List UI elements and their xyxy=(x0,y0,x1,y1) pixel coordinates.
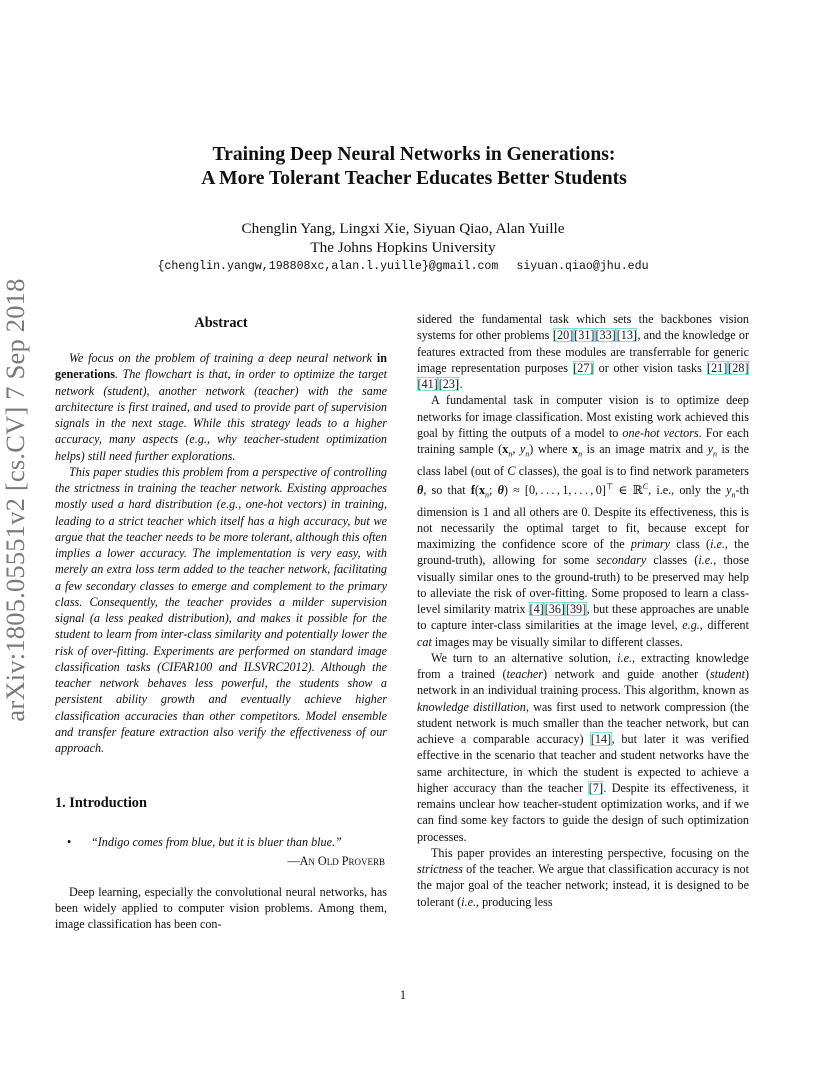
text: . xyxy=(459,377,463,391)
citation-link[interactable]: [27] xyxy=(573,360,594,375)
intro-body-left xyxy=(55,884,387,933)
emphasis: one-hot vectors xyxy=(622,425,699,440)
abstract-paragraph-1 xyxy=(55,350,387,464)
right-paragraph-0 xyxy=(417,311,749,392)
text: classes), the goal is to find network parameters xyxy=(515,463,749,478)
text: ) where xyxy=(529,442,568,456)
emails xyxy=(0,260,806,273)
text: , those visually similar ones to the ground-truth) to be preserved may help to alleviate the risk of over-fitting. Some proposed to learn a class-level similarity matrix xyxy=(417,553,750,617)
right-paragraph-3 xyxy=(417,845,749,910)
arxiv-identifier: arXiv:1805.05551v2 [cs.CV] 7 Sep 2018 xyxy=(0,278,30,722)
citation-link[interactable]: [28] xyxy=(728,360,749,375)
emphasis: cat xyxy=(417,634,432,649)
citation-link[interactable]: [21] xyxy=(707,360,728,375)
emphasis: i.e. xyxy=(461,894,477,909)
text: , but these approaches are unable to capture inter-class similarities at the image level, xyxy=(417,602,749,633)
text: ) network in an individual training process. This algorithm, known as xyxy=(417,667,750,698)
emphasis: primary xyxy=(630,537,671,552)
text: , was first used to network compression (the student network is much smaller than the teacher network, but can achieve a comparable accuracy) xyxy=(417,699,749,747)
math-xn: x xyxy=(502,442,509,456)
text: -th dimension is 1 and all others are 0. Despite its effectiveness, this is not necessarily the optimal target to fit, because except for maximizing the confidence score of the xyxy=(417,482,749,552)
math-yn-2: $y_n$ xyxy=(707,442,718,459)
title-line-1: Training Deep Neural Networks in Generations: xyxy=(212,144,616,165)
citation-link[interactable]: [7] xyxy=(588,780,603,795)
affiliation: The Johns Hopkins University xyxy=(310,239,496,256)
intro-paragraph-1: Deep learning, especially the convolutional neural networks, has been widely applied to computer vision problems. Among them, image classification has been con- xyxy=(55,884,387,931)
citation-link[interactable]: [33] xyxy=(595,328,616,343)
abstract-bold-term: in generations xyxy=(55,351,387,382)
citation-link[interactable]: [20] xyxy=(553,328,574,343)
citation-link[interactable]: [31] xyxy=(574,328,595,343)
text: . For each training sample ( xyxy=(417,425,749,456)
citation-link[interactable]: [41] xyxy=(417,377,438,391)
text: A fundamental task in computer vision is to optimize deep networks for image classification. Most existing work achieved this goal by fitting the outputs of a model to xyxy=(417,393,749,440)
math-theta: θ xyxy=(417,482,424,497)
attribution-text: —An Old Proverb xyxy=(287,854,385,869)
math-yn: $y_n$ xyxy=(519,442,530,459)
abstract-heading: Abstract xyxy=(194,315,248,331)
citation-link[interactable]: [36] xyxy=(544,602,565,617)
text: of the teacher. We argue that classification accuracy is not the major goal of the teacher network; instead, it is designed to be tolerant ( xyxy=(417,862,749,909)
text: , extracting knowledge from a trained ( xyxy=(417,650,749,682)
text: , but later it was verified effective in the scenario that teacher and student networks have the same architecture, in which the student is expected to achieve a higher accuracy than the teacher xyxy=(417,732,749,795)
emphasis: teacher xyxy=(506,667,544,682)
math-sub-n: n xyxy=(508,449,513,459)
text: ) network and guide another ( xyxy=(543,667,710,682)
math-sub-n: n xyxy=(578,449,583,459)
math-yn-3: $y_n$ xyxy=(726,482,736,500)
text: , and the knowledge or features extracted from these modules are transferrable for generic image representation purposes xyxy=(417,328,750,375)
text: , the ground-truth), allowing for some xyxy=(417,537,749,568)
text: or other vision tasks xyxy=(593,360,707,375)
section-heading-introduction: 1. Introduction xyxy=(55,795,147,812)
emphasis: i.e. xyxy=(710,537,725,552)
right-paragraph-1: A fundamental task in computer vision is to optimize deep networks for image classification. Most existing work achieved this goal by fitting the outputs of a model to one-hot vectors. For each training sample ($x_n$, $y_n$) where $x_n$ is an image matrix and $y_n$ is the class label (out of C classes), the goal is to find network parameters θ, so that $f(x_n$; θ) ≈ [0, . . . , 1, . . . , 0]⊤ ∈ ℝ$^C$, i.e., only the $y_n-th$ dimension is 1 and all others are 0. Despite its effectiveness, this is not necessarily the optimal target to fit, because except for maximizing the confidence score of the primary class (i.e., the ground-truth), allowing for some secondary classes (i.e., those visually similar ones to the ground-truth) to be preserved may help to alleviate the risk of over-fitting. Some proposed to learn a class-level similarity matrix [4][36][39], but these approaches are unable to capture inter-class similarities at the image level, e.g., different cat images may be visually similar to different classes. xyxy=(417,393,750,649)
text: images may be visually similar to different classes. xyxy=(431,634,683,649)
epigraph-text: “Indigo comes from blue, but it is bluer than blue.” xyxy=(91,835,342,850)
text: We turn to an alternative solution, xyxy=(430,650,618,665)
emphasis: i.e. xyxy=(617,650,632,665)
abstract-text: We focus on the problem of training a deep neural network xyxy=(68,351,373,365)
text: This paper provides an interesting perspective, focusing on the xyxy=(430,845,749,860)
epigraph-attribution xyxy=(55,853,385,869)
email-single[interactable]: siyuan.qiao@jhu.edu xyxy=(516,260,649,273)
text: classes ( xyxy=(646,553,699,568)
citation-link[interactable]: [39] xyxy=(565,602,587,617)
text: , so that xyxy=(423,482,471,497)
text: , different xyxy=(699,618,749,633)
title-line-2: A More Tolerant Teacher Educates Better Students xyxy=(201,168,627,189)
math-equation: $f(x_n$; θ) ≈ [0, . . . , 1, . . . , 0]⊤ ∈ ℝ$^C$ xyxy=(470,481,649,500)
text: is the class label (out of xyxy=(417,442,749,478)
emphasis: knowledge distillation xyxy=(417,699,526,714)
epigraph xyxy=(55,834,387,850)
text: sidered the fundamental task which sets the backbones vision systems for other problems xyxy=(417,312,749,343)
page-number: 1 xyxy=(399,988,407,1002)
emphasis: e.g. xyxy=(682,618,700,633)
abstract-paragraph-2: This paper studies this problem from a perspective of controlling the strictness in training the teacher network. Existing approaches mostly used a hard distribution (e.g., one-hot vectors) in training, leading to a strict teacher which itself has a high accuracy, but we argue that the teacher needs to be more tolerant, although this often implies a lower accuracy. The implementation is very easy, with merely an extra loss term added to the teacher network, facilitating a few secondary classes to emerge and complement to the primary class. Consequently, the teacher provides a milder supervision signal (a less peaked distribution), and makes it possible for the student to learn from inter-class similarity and potentially lower the risk of over-fitting. Experiments are performed on standard image classification tasks (CIFAR100 and ILSVRC2012). Although the teacher network behaves less powerful, the students show a persistent ability growth and eventually achieve higher classification accuracies than other competitors. Model ensemble and transfer feature extraction also verify the effectiveness of our approach. xyxy=(55,464,387,755)
right-paragraph-2 xyxy=(417,650,749,845)
text: , producing less xyxy=(476,894,553,909)
abstract-text: . The flowchart is that, in order to optimize the target network (student), another network (teacher) with the same architecture is first trained, and used to provide part of supervision signals in the next stage. While this strategy leads to a higher accuracy, many aspects (e.g., why teacher-student optimization helps) still need further explorations. xyxy=(55,367,387,463)
math-C: C xyxy=(507,463,516,478)
authors: Chenglin Yang, Lingxi Xie, Siyuan Qiao, Alan Yuille xyxy=(241,220,565,237)
text: . Despite its effectiveness, it remains unclear how teacher-student optimization works, and if we can find some key factors to guide the design of such optimization processes. xyxy=(417,780,749,844)
right-column xyxy=(417,311,749,910)
emphasis: secondary xyxy=(596,553,647,568)
citation-link[interactable]: [13] xyxy=(616,328,637,343)
abstract-body xyxy=(55,350,387,756)
citation-link[interactable]: [4] xyxy=(529,602,544,617)
email-group[interactable]: {chenglin.yangw,198808xc,alan.l.yuille}@gmail.com xyxy=(157,260,499,273)
text: , i.e., only the xyxy=(648,482,727,497)
left-column xyxy=(55,311,387,932)
citation-link[interactable]: [14] xyxy=(590,732,612,747)
math-xn-2: x xyxy=(572,442,579,456)
text: is an image matrix and xyxy=(582,442,708,456)
citation-link[interactable]: [23] xyxy=(438,377,459,391)
text: class ( xyxy=(670,537,711,552)
emphasis: i.e. xyxy=(698,553,714,568)
paper-title xyxy=(0,143,828,191)
bullet-icon: • xyxy=(67,835,72,850)
emphasis: student xyxy=(709,667,745,682)
emphasis: strictness xyxy=(417,862,463,877)
author-block xyxy=(0,219,806,257)
